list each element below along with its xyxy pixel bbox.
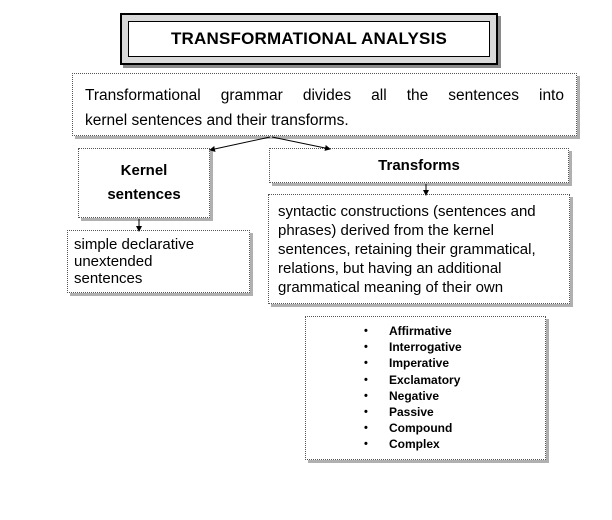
transform-type-label: Complex (389, 437, 440, 452)
transform-type-label: Passive (389, 405, 434, 420)
transform-type-label: Imperative (389, 356, 450, 371)
kernel-description-line: unextended (74, 253, 153, 270)
transform-types-list (364, 323, 545, 453)
bullet-icon: • (364, 438, 368, 451)
diagram-title: TRANSFORMATIONAL ANALYSIS (128, 21, 490, 57)
intro-line-2: kernel sentences and their transforms. (85, 112, 349, 129)
bullet-icon: • (364, 389, 368, 402)
title-box (120, 13, 498, 65)
bullet-icon: • (364, 373, 368, 386)
transform-type-item (364, 404, 545, 420)
transform-type-item (364, 388, 545, 404)
transforms-description-line: relations, but having an additional (278, 260, 502, 277)
transform-type-label: Exclamatory (389, 372, 461, 387)
transform-type-label: Affirmative (389, 324, 452, 338)
intro-box (72, 73, 577, 136)
transform-types-box (305, 316, 546, 460)
transform-type-item (364, 355, 545, 371)
kernel-description-box (67, 230, 250, 293)
transform-type-label: Negative (389, 388, 440, 403)
bullet-icon: • (364, 325, 368, 337)
transform-type-label: Interrogative (389, 340, 462, 355)
transform-type-item (364, 323, 545, 339)
kernel-description-line: sentences (74, 270, 143, 287)
transforms-description-line: phrases) derived from the kernel (278, 222, 494, 239)
kernel-sentences-box (78, 148, 210, 218)
transforms-description-line: grammatical meaning of their own (278, 279, 504, 296)
transforms-heading: Transforms (378, 157, 460, 174)
transforms-description-line: sentences, retaining their grammatical, (278, 241, 536, 258)
transform-type-item (364, 372, 545, 388)
kernel-heading-line-2: sentences (107, 186, 181, 203)
transforms-description-line: syntactic constructions (sentences and (278, 203, 536, 220)
arrow-intro-to-kernel (210, 137, 270, 150)
transforms-box (269, 148, 569, 183)
transform-type-item (364, 339, 545, 355)
transforms-description-box (268, 194, 570, 304)
transform-type-label: Compound (389, 421, 453, 436)
bullet-icon: • (364, 341, 368, 354)
transform-type-item (364, 436, 545, 452)
kernel-heading-line-1: Kernel (120, 162, 168, 179)
bullet-icon: • (364, 406, 368, 419)
bullet-icon: • (364, 422, 368, 435)
transform-type-item (364, 420, 545, 436)
kernel-description-line: simple declarative (74, 236, 195, 253)
intro-line-1: Transformational grammar divides all the sentences into (85, 87, 564, 104)
bullet-icon: • (364, 357, 368, 370)
